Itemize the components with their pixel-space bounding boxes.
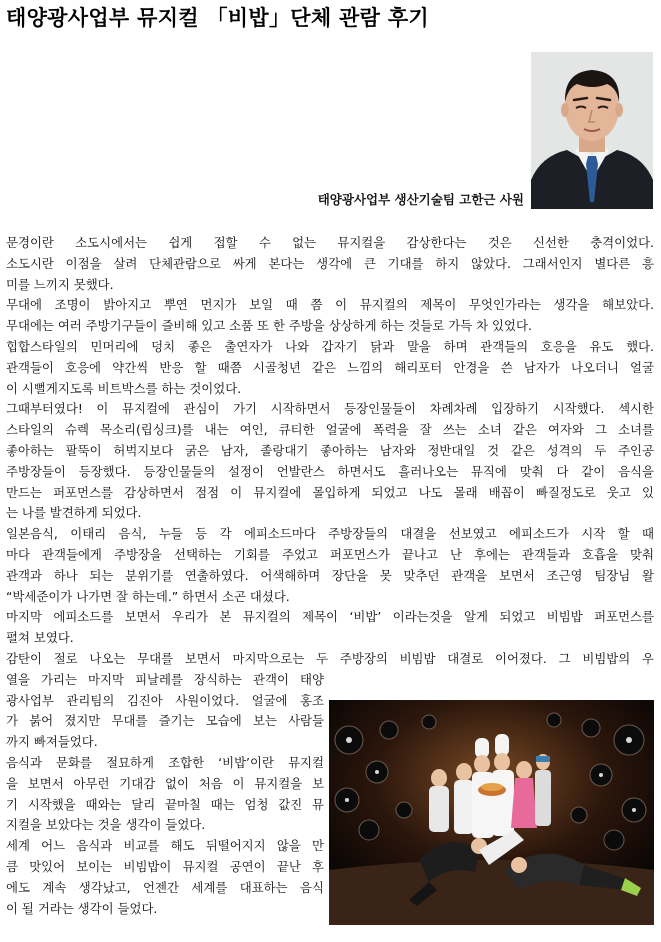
text-line: 그때부터였다! 이 뮤지컬에 관심이 가기 시작하면서 등장인물들이 차례차례 입장하기 시작했다. 섹시한 bbox=[6, 401, 654, 417]
text-line: 만드는 퍼포먼스를 감상하면서 점점 이 뮤지컬에 몰입하게 되었고 나도 몰래 배꼽이 빠질정도로 웃고 있 bbox=[6, 484, 654, 500]
text-line: 감탄이 절로 나오는 무대를 보면서 마지막으로는 두 주방장의 비빔밥 대결로 이어졌다. 그 비빔밥의 우 bbox=[6, 650, 654, 666]
text-line: 는 나를 발견하게 되었다. bbox=[6, 505, 142, 521]
text-line: 스타일의 슈렉 목소리(립싱크)를 내는 여인, 큐티한 얼굴에 폭력을 잘 쓰는 소녀 같은 여자와 그 소녀를 bbox=[6, 422, 654, 438]
author-caption: 태양광사업부 생산기술팀 고한근 사원 bbox=[317, 192, 524, 207]
text-line: 지컬을 보았다는 것을 생각이 들었다. bbox=[6, 817, 206, 833]
text-line: 음식과 문화를 절묘하게 조합한 ‘비밥’이란 뮤지컬 bbox=[6, 754, 324, 770]
text-line: 미를 느끼지 못했다. bbox=[6, 276, 114, 292]
text-line: 마다 관객들에게 주방장을 선택하는 기회를 주었고 퍼포먼스가 끝나고 난 후에는 관객들과 호흡을 맞춰 bbox=[6, 546, 654, 562]
text-line: 소도시란 이점을 살려 단체관람으로 싸게 본다는 생각에 큰 기대를 하지 않았다. 그래서인지 별다른 흥 bbox=[6, 255, 654, 271]
text-line: 펼쳐 보였다. bbox=[6, 630, 74, 646]
text-line: 이 될 거라는 생각이 들었다. bbox=[6, 900, 158, 916]
text-line: 일본음식, 이태리 음식, 누들 등 각 에피소드마다 주방장들의 대결을 선보였고 에피소드가 시작 할 때 bbox=[6, 526, 654, 542]
text-line: 무대에는 여러 주방기구들이 즐비해 있고 소품 또 한 주방을 상상하게 하는 것들로 가득 차 있었다. bbox=[6, 318, 532, 334]
stage-photo bbox=[329, 700, 654, 925]
text-line: 이 시뻘게지도록 비트박스를 하는 것이었다. bbox=[6, 380, 242, 396]
text-line: 에도 계속 생각났고, 언젠간 세계를 대표하는 음식 bbox=[6, 879, 324, 895]
text-line: 무대에 조명이 밝아지고 뿌연 먼지가 보일 때 쯤 이 뮤지컬의 제목이 무엇인가라는 생각을 해보았다. bbox=[6, 297, 654, 313]
text-line: 광사업부 관리팀의 김진아 사원이었다. 얼굴에 홍조 bbox=[6, 692, 324, 708]
text-line: 까지 빠져들었다. bbox=[6, 734, 98, 750]
text-line: 가 붉어 졌지만 무대를 즐기는 모습에 보는 사람들 bbox=[6, 713, 324, 729]
text-line: 좋아하는 팔뚝이 허벅지보다 굵은 남자, 졸랑대기 좋아하는 남자와 정반대일 것 같은 성격의 두 주인공 bbox=[6, 442, 654, 458]
text-line: 큼 맛있어 보이는 비빔밥이 뮤지컬 공연이 끝난 후 bbox=[6, 858, 324, 874]
text-line: 관객들이 호응에 약간씩 반응 할 때쯤 시골청년 같은 느낌의 해리포터 안경을 쓴 남자가 나오더니 얼굴 bbox=[6, 359, 654, 375]
text-line: 마지막 에피소드를 보면서 우리가 본 뮤지컬의 제목이 ‘비밥’ 이라는것을 알게 되었고 비빔밥 퍼포먼스를 bbox=[6, 609, 654, 625]
text-line: 기 시작했을 때와는 달리 끝마칠 때는 엄청 값진 뮤 bbox=[6, 796, 324, 812]
text-line: “박세준이가 나가면 잘 하는데.” 하면서 소곤 대셨다. bbox=[6, 588, 290, 604]
text-line: 문경이란 소도시에서는 쉽게 접할 수 없는 뮤지컬을 감상한다는 것은 신선한 충격이었다. bbox=[6, 235, 654, 250]
text-line: 을 보면서 아무런 기대감 없이 처음 이 뮤지컬을 보 bbox=[6, 775, 324, 791]
text-line: 세계 어느 음식과 비교를 해도 뒤떨어지지 않을 만 bbox=[6, 838, 324, 854]
text-line: 주방장들이 등장했다. 등장인물들의 설정이 언발란스 하면서도 흘러나오는 뮤직에 맞춰 다 같이 음식을 bbox=[6, 463, 654, 479]
author-photo bbox=[531, 52, 653, 209]
article-title: 태양광사업부 뮤지컬 「비밥」단체 관람 후기 bbox=[6, 6, 430, 30]
text-line: 열을 가리는 마지막 피날레를 장식하는 관객이 태양 bbox=[6, 671, 324, 687]
text-line: 관객과 하나 되는 분위기를 연출하였다. 어색해하며 장단을 못 맞추던 관객을 보면서 조근영 팀장님 왈 bbox=[6, 567, 654, 583]
text-line: 힙합스타일의 민머리에 덩치 좋은 출연자가 나와 갑자기 닭과 말을 하며 관객들의 호응을 유도 했다. bbox=[6, 338, 654, 354]
